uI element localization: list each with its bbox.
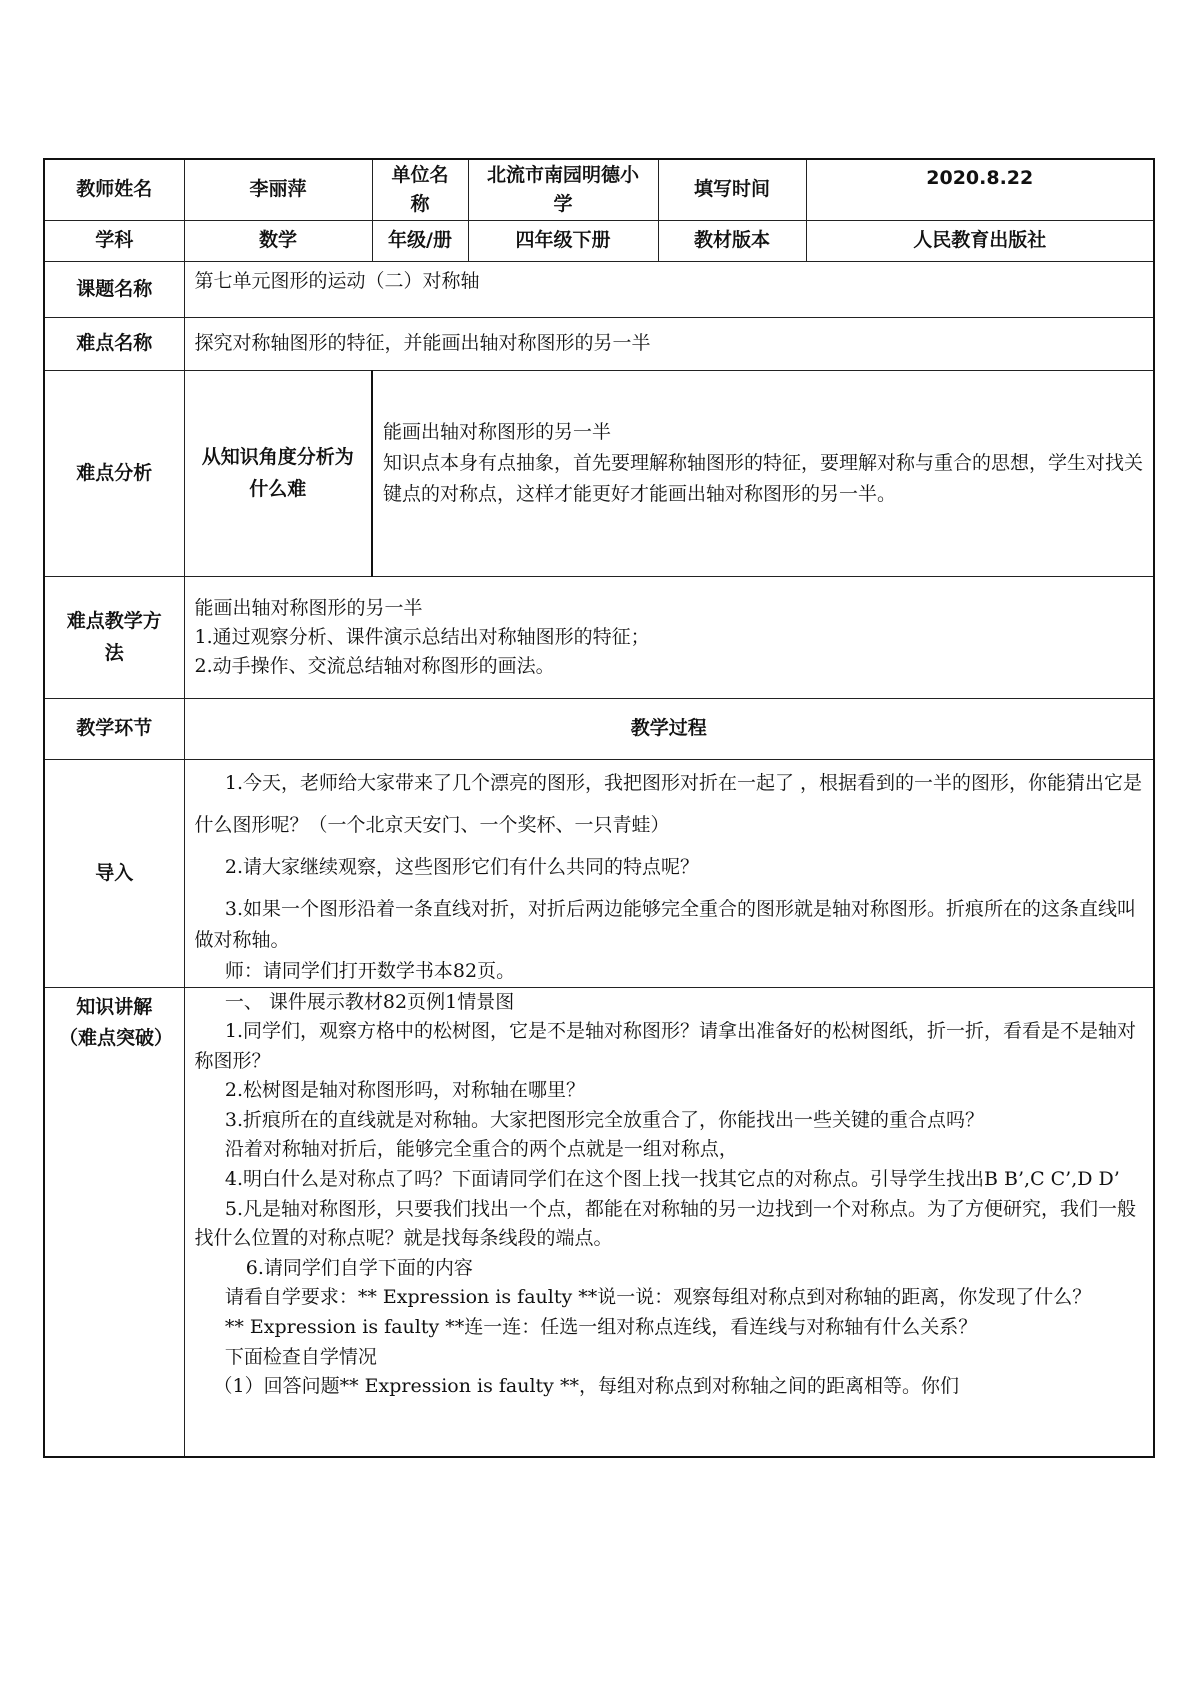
knowledge-label: 知识讲解（难点突破）	[44, 987, 184, 1457]
intro-paragraph-1: 1.今天，老师给大家带来了几个漂亮的图形，我把图形对折在一起了 ，根据看到的一半的图形，你能猜出它是什么图形呢？（一个北京天安门、一个奖杯、一只青蛙）	[194, 771, 1143, 836]
difficulty-value: 探究对称轴图形的特征，并能画出轴对称图形的另一半	[184, 317, 1154, 370]
intro-paragraph-4: 师：请同学们打开数学书本82页。	[224, 959, 516, 982]
teaching-section-label: 教学环节	[44, 698, 184, 759]
knowledge-line-3: 2.松树图是轴对称图形吗，对称轴在哪里？	[224, 1079, 586, 1102]
unit-name-value: 北流市南园明德小学	[468, 159, 658, 220]
header-row-2	[44, 220, 1154, 261]
method-label: 难点教学方法	[44, 576, 184, 698]
knowledge-row	[44, 987, 1154, 1457]
method-line-2: 1.通过观察分析、课件演示总结出对称轴图形的特征；	[194, 625, 650, 648]
topic-label: 课题名称	[44, 261, 184, 317]
fill-time-value: 2020.8.22	[806, 159, 1154, 220]
method-row	[44, 576, 1154, 698]
teaching-process-label: 教学过程	[184, 698, 1154, 759]
analysis-line-1: 能画出轴对称图形的另一半	[383, 420, 612, 443]
knowledge-line-10: ** Expression is faulty **连一连：任选一组对称点连线，看连线与对称轴有什么关系？	[224, 1316, 978, 1339]
intro-label: 导入	[44, 759, 184, 987]
analysis-content	[372, 370, 1154, 576]
subject-value: 数学	[184, 220, 372, 261]
teacher-name-label: 教师姓名	[44, 159, 184, 220]
knowledge-line-7: 5.凡是轴对称图形，只要我们找出一个点，都能在对称轴的另一边找到一个对称点。为了方便研究，我们一般找什么位置的对称点呢？就是找每条线段的端点。	[194, 1197, 1137, 1250]
intro-row	[44, 759, 1154, 987]
knowledge-line-4: 3.折痕所在的直线就是对称轴。大家把图形完全放重合了，你能找出一些关键的重合点吗？	[224, 1108, 985, 1131]
intro-paragraph-3: 3.如果一个图形沿着一条直线对折，对折后两边能够完全重合的图形就是轴对称图形。折痕所在的这条直线叫做对称轴。	[194, 897, 1137, 951]
lesson-plan-document	[43, 158, 1153, 1458]
knowledge-content	[184, 987, 1154, 1457]
textbook-value: 人民教育出版社	[806, 220, 1154, 261]
unit-name-label: 单位名称	[372, 159, 468, 220]
grade-label: 年级/册	[372, 220, 468, 261]
intro-paragraph-2: 2.请大家继续观察，这些图形它们有什么共同的特点呢？	[224, 855, 700, 878]
knowledge-line-8: 6.请同学们自学下面的内容	[245, 1256, 473, 1279]
topic-value: 第七单元图形的运动（二）对称轴	[184, 261, 1154, 317]
topic-row	[44, 261, 1154, 317]
analysis-row	[44, 370, 1154, 576]
method-content	[184, 576, 1154, 698]
header-row-1	[44, 159, 1154, 220]
fill-time-label: 填写时间	[658, 159, 806, 220]
intro-content	[184, 759, 1154, 987]
difficulty-label: 难点名称	[44, 317, 184, 370]
lesson-plan-table	[43, 158, 1155, 1458]
knowledge-line-5: 沿着对称轴对折后，能够完全重合的两个点就是一组对称点，	[224, 1138, 738, 1161]
grade-value: 四年级下册	[468, 220, 658, 261]
knowledge-line-9: 请看自学要求：** Expression is faulty **说一说：观察每组对称点到对称轴的距离，你发现了什么？	[224, 1286, 1092, 1309]
knowledge-line-6: 4.明白什么是对称点了吗？下面请同学们在这个图上找一找其它点的对称点。引导学生找出B B’,C C’,D D’	[224, 1168, 1120, 1191]
analysis-line-2: 知识点本身有点抽象，首先要理解称轴图形的特征，要理解对称与重合的思想，学生对找关键点的对称点，这样才能更好才能画出轴对称图形的另一半。	[383, 451, 1144, 505]
analysis-sub-label: 从知识角度分析为什么难	[184, 370, 372, 576]
knowledge-line-11: 下面检查自学情况	[224, 1345, 377, 1368]
knowledge-line-1: 一、 课件展示教材82页例1情景图	[224, 990, 515, 1013]
method-line-1: 能画出轴对称图形的另一半	[194, 596, 423, 619]
teacher-name-value: 李丽萍	[184, 159, 372, 220]
analysis-label: 难点分析	[44, 370, 184, 576]
subject-label: 学科	[44, 220, 184, 261]
difficulty-row	[44, 317, 1154, 370]
method-line-3: 2.动手操作、交流总结轴对称图形的画法。	[194, 654, 555, 677]
knowledge-line-12: （1）回答问题** Expression is faulty **，每组对称点到对称轴之间的距离相等。你们	[213, 1375, 959, 1398]
textbook-label: 教材版本	[658, 220, 806, 261]
process-header-row	[44, 698, 1154, 759]
knowledge-line-2: 1.同学们，观察方格中的松树图，它是不是轴对称图形？请拿出准备好的松树图纸，折一折，看看是不是轴对称图形？	[194, 1020, 1137, 1072]
